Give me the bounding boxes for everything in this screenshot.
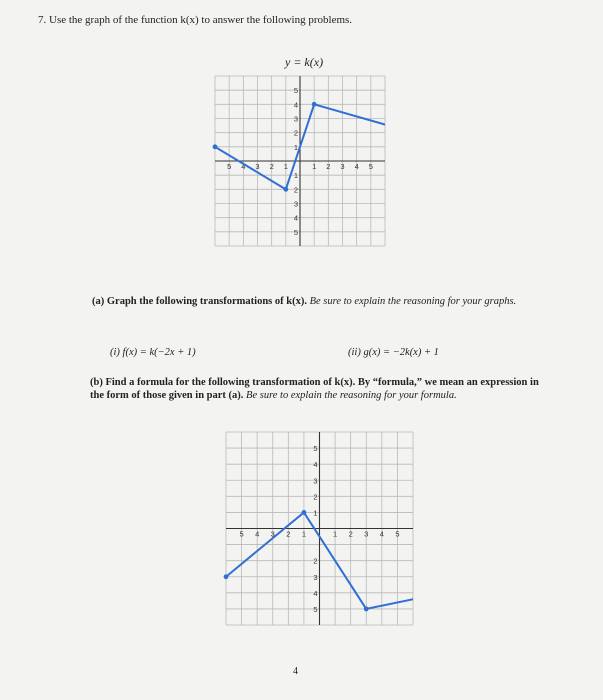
x-tick-label: 4 xyxy=(241,162,246,171)
y-tick-label: 2 xyxy=(313,556,318,566)
part-b-label: (b) xyxy=(90,377,103,388)
y-tick-label: 1 xyxy=(313,508,318,518)
x-tick-label: 2 xyxy=(326,162,331,171)
x-tick-label: 1 xyxy=(332,529,338,539)
data-point xyxy=(312,102,317,107)
data-point xyxy=(302,510,307,515)
data-point xyxy=(364,607,369,612)
x-tick-label: 2 xyxy=(286,529,291,539)
y-tick-label: 1 xyxy=(293,171,298,181)
x-tick-label: 4 xyxy=(255,529,260,539)
data-point xyxy=(224,574,229,579)
x-tick-label: 1 xyxy=(312,162,317,171)
data-point xyxy=(213,144,218,149)
graph-transformation xyxy=(226,432,413,625)
graph1-title: y = k(x) xyxy=(285,55,324,69)
y-tick-label: 4 xyxy=(313,588,318,598)
y-tick-label: 5 xyxy=(313,444,318,454)
part-b xyxy=(90,376,550,402)
y-tick-label: 5 xyxy=(293,86,298,96)
problem-number: 7. xyxy=(38,14,47,26)
x-tick-label: 5 xyxy=(227,162,232,171)
x-tick-label: 4 xyxy=(354,162,359,171)
y-tick-label: 2 xyxy=(313,492,318,502)
part-a xyxy=(92,295,552,308)
problem-text: Use the graph of the function k(x) to answer the following problems. xyxy=(49,14,353,26)
problem-statement xyxy=(38,14,352,28)
y-tick-label: 1 xyxy=(293,142,298,152)
data-point xyxy=(283,187,288,192)
y-tick-label: 2 xyxy=(293,128,298,138)
x-tick-label: 5 xyxy=(368,162,373,171)
part-a-i: (i) f(x) = k(−2x + 1) xyxy=(110,347,196,358)
x-tick-label: 4 xyxy=(379,529,384,539)
y-tick-label: 4 xyxy=(293,100,298,110)
y-tick-label: 5 xyxy=(313,604,318,614)
part-a-label: (a) xyxy=(92,296,105,307)
x-tick-label: 2 xyxy=(269,162,274,171)
x-tick-label: 3 xyxy=(255,162,260,171)
x-tick-label: 5 xyxy=(239,529,244,539)
part-b-instruction: Be sure to explain the reasoning for your formula. xyxy=(246,390,457,402)
part-a-instruction: Be sure to explain the reasoning for your graphs. xyxy=(309,296,517,307)
x-tick-label: 3 xyxy=(364,529,369,539)
y-tick-label: 5 xyxy=(293,227,298,237)
x-tick-label: 3 xyxy=(340,162,345,171)
y-tick-label: 2 xyxy=(293,185,298,195)
x-tick-label: 1 xyxy=(283,162,288,171)
part-a-ii: (ii) g(x) = −2k(x) + 1 xyxy=(348,347,439,358)
x-tick-label: 2 xyxy=(348,529,353,539)
part-b-lead: Find a formula for the following transformation of k(x). By “formula,” we mean an expression in the form of those given in part (a). xyxy=(90,377,539,402)
y-tick-label: 3 xyxy=(313,476,318,486)
graph-k-of-x xyxy=(215,76,385,246)
x-tick-label: 3 xyxy=(270,529,275,539)
x-tick-label: 1 xyxy=(301,529,307,539)
part-a-lead: Graph the following transformations of k(x). xyxy=(106,296,307,307)
x-tick-label: 5 xyxy=(395,529,400,539)
y-tick-label: 3 xyxy=(293,199,298,209)
page-number: 4 xyxy=(293,666,298,677)
y-tick-label: 4 xyxy=(293,213,298,223)
y-tick-label: 4 xyxy=(313,460,318,470)
y-tick-label: 3 xyxy=(293,114,298,124)
y-tick-label: 3 xyxy=(313,572,318,582)
